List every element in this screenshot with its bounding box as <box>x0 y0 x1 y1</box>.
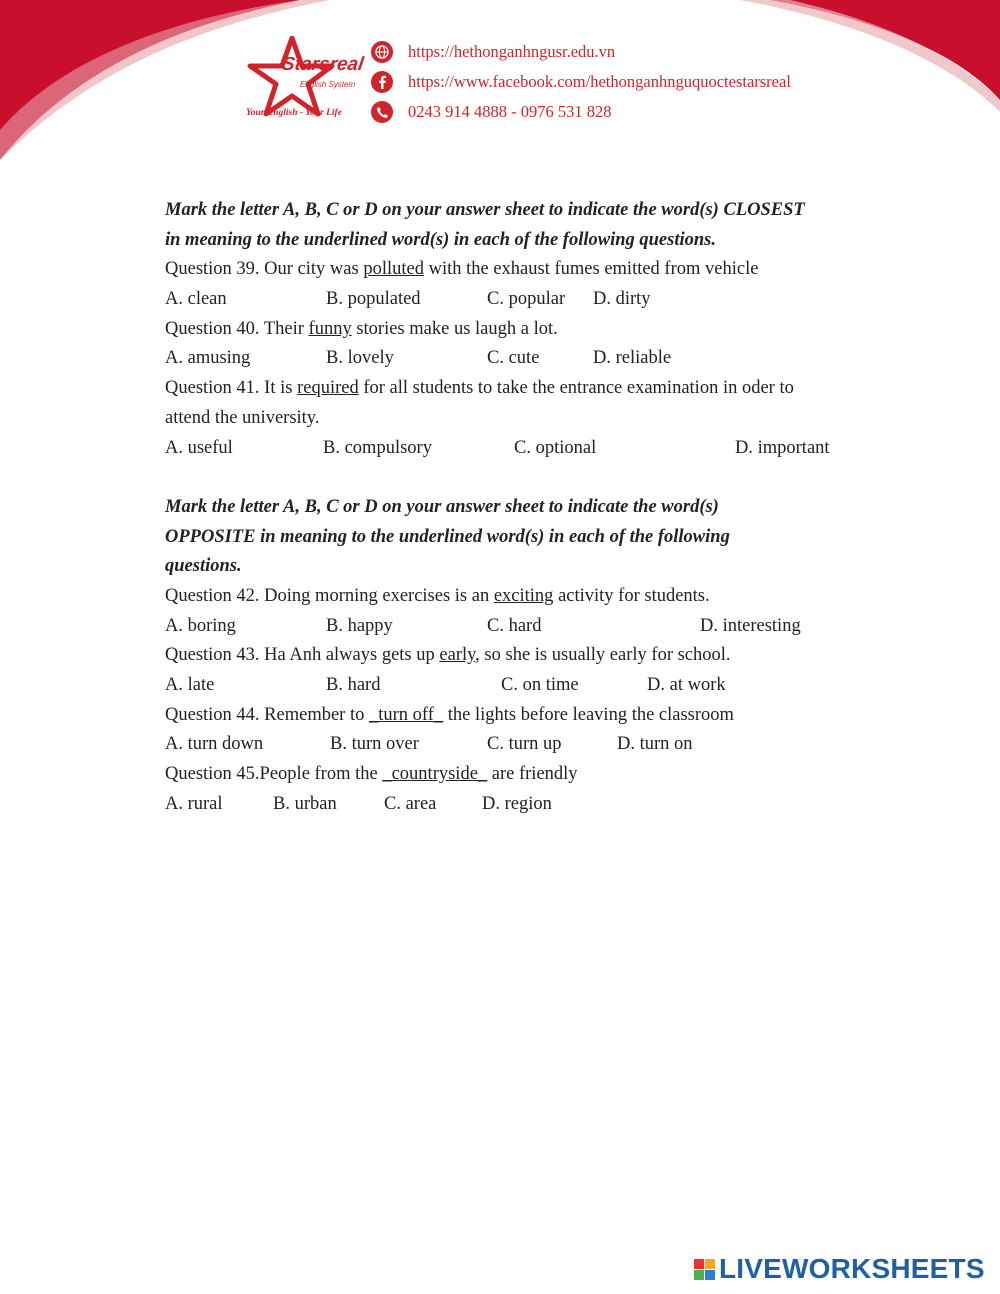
option-c[interactable]: C. area <box>384 793 437 814</box>
section1-instruction-line1: Mark the letter A, B, C or D on your answer sheet to indicate the word(s) CLOSEST <box>165 200 805 220</box>
section2-instruction-line3: questions. <box>165 556 242 577</box>
option-b[interactable]: B. urban <box>273 793 337 814</box>
globe-icon <box>371 41 393 63</box>
contact-website-text[interactable]: https://hethonganhngusr.edu.vn <box>408 42 616 61</box>
liveworksheets-logo-icon <box>694 1259 715 1280</box>
option-a[interactable]: A. turn down <box>165 734 264 755</box>
option-d[interactable]: D. important <box>735 437 830 458</box>
section2-instruction-line1: Mark the letter A, B, C or D on your answer sheet to indicate the word(s) <box>165 496 719 517</box>
option-a[interactable]: A. late <box>165 675 215 695</box>
option-c[interactable]: C. turn up <box>487 734 562 755</box>
question-41-continuation: attend the university. <box>165 407 320 428</box>
logo-tagline: Your English - Your Life <box>246 108 342 118</box>
option-c[interactable]: C. on time <box>501 675 579 695</box>
option-b[interactable]: B. compulsory <box>323 437 432 458</box>
contact-website[interactable] <box>371 37 791 67</box>
question-44: Question 44. Remember to _turn off_ the lights before leaving the classroom <box>165 704 734 725</box>
option-b[interactable]: B. populated <box>326 289 421 310</box>
question-39: Question 39. Our city was polluted with the exhaust fumes emitted from vehicle <box>165 259 759 280</box>
logo-subtitle: English System <box>300 80 356 89</box>
phone-icon <box>371 101 393 123</box>
question-43: Question 43. Ha Anh always gets up early, so she is usually early for school. <box>165 645 731 666</box>
option-a[interactable]: A. clean <box>165 289 227 310</box>
underlined-word: polluted <box>363 259 424 280</box>
option-d[interactable]: D. at work <box>647 675 726 695</box>
contact-phone-text[interactable]: 0243 914 4888 - 0976 531 828 <box>408 102 612 121</box>
underlined-word: exciting <box>493 585 554 606</box>
option-d[interactable]: D. interesting <box>700 615 801 636</box>
option-d[interactable]: D. turn on <box>617 734 693 755</box>
contact-list <box>371 37 791 127</box>
section-spacer <box>165 463 855 493</box>
option-d[interactable]: D. region <box>482 793 552 814</box>
brand-name: LIVEWORKSHEETS <box>719 1253 985 1284</box>
section1-instruction-line2: in meaning to the underlined word(s) in each of the following questions. <box>165 229 716 250</box>
option-c[interactable]: C. popular <box>487 289 566 310</box>
question-45: Question 45.People from the _countryside_ are friendly <box>165 764 578 785</box>
option-b[interactable]: B. lovely <box>326 348 394 369</box>
option-c[interactable]: C. cute <box>487 348 540 369</box>
worksheet-content <box>165 196 855 819</box>
option-a[interactable]: A. boring <box>165 615 236 636</box>
question-45-options <box>165 790 855 820</box>
question-41: Question 41. It is required for all students to take the entrance examination in oder to <box>165 378 794 399</box>
option-d[interactable]: D. dirty <box>593 289 651 310</box>
underlined-word: funny <box>308 318 352 339</box>
question-42-options <box>165 612 855 642</box>
option-c[interactable]: C. optional <box>514 437 597 458</box>
option-a[interactable]: A. amusing <box>165 348 251 369</box>
question-42: Question 42. Doing morning exercises is an exciting activity for students. <box>165 585 710 606</box>
contact-phone[interactable] <box>371 97 791 127</box>
facebook-icon <box>371 71 393 93</box>
option-b[interactable]: B. turn over <box>330 734 419 755</box>
question-39-options <box>165 285 855 315</box>
underlined-word: _turn off_ <box>368 704 444 725</box>
question-44-options <box>165 730 855 760</box>
contact-facebook[interactable] <box>371 67 791 97</box>
liveworksheets-brand[interactable] <box>694 1254 985 1284</box>
question-40-options <box>165 344 855 374</box>
section2-instruction-line2: OPPOSITE in meaning to the underlined word(s) in each of the following <box>165 526 730 547</box>
underlined-word: _countryside_ <box>382 764 488 785</box>
option-b[interactable]: B. happy <box>326 615 393 636</box>
underlined-word: early <box>439 645 476 666</box>
question-41-options <box>165 434 855 464</box>
option-a[interactable]: A. useful <box>165 437 233 458</box>
option-a[interactable]: A. rural <box>165 793 223 814</box>
option-b[interactable]: B. hard <box>326 675 381 695</box>
logo-name: Starsreal <box>280 54 365 75</box>
option-d[interactable]: D. reliable <box>593 348 672 369</box>
underlined-word: required <box>297 378 359 399</box>
contact-facebook-text[interactable]: https://www.facebook.com/hethonganhnguquoctestarsreal <box>408 72 791 91</box>
question-40: Question 40. Their funny stories make us laugh a lot. <box>165 318 558 339</box>
option-c[interactable]: C. hard <box>487 615 542 636</box>
question-43-options <box>165 671 855 701</box>
